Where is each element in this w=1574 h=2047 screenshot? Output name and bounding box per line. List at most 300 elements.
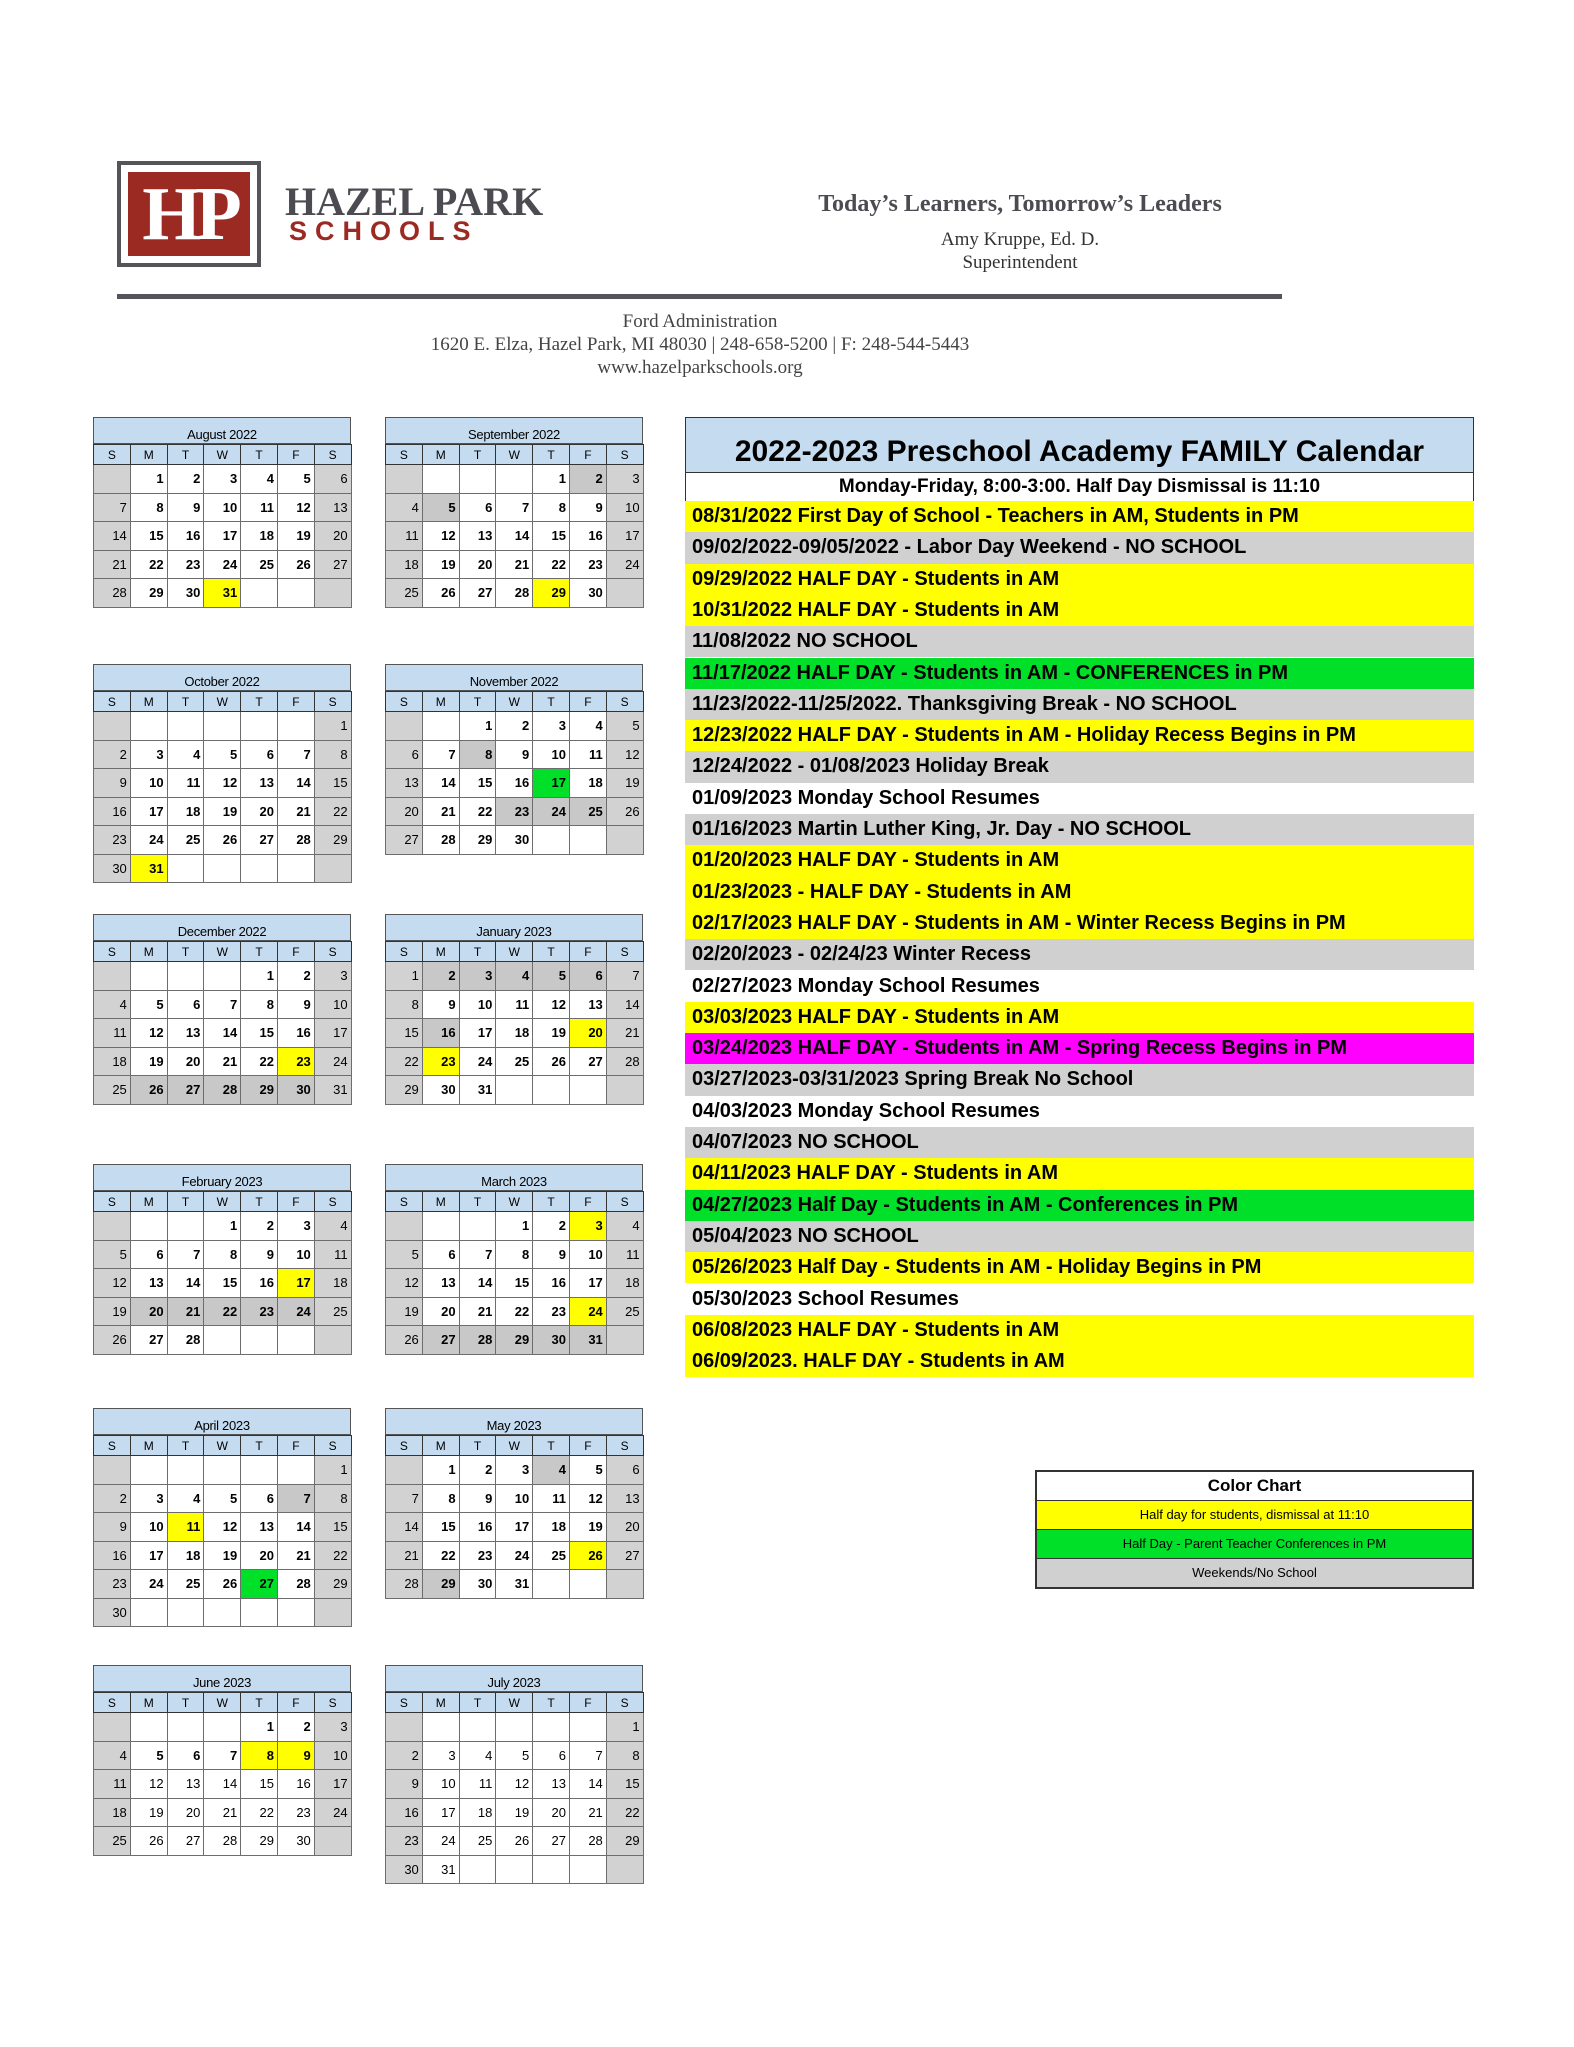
empty-cell [241,1598,278,1627]
month-calendar [385,417,643,608]
address-street: 1620 E. Elza, Hazel Park, MI 48030 | 248-658-5200 | F: 248-544-5443 [430,334,970,355]
weekday-header: M [130,1693,167,1713]
day-cell: 29 [386,1076,423,1105]
tagline: Today’s Learners, Tomorrow’s Leaders [818,191,1222,217]
weekday-header: S [314,692,351,712]
day-cell: 15 [459,769,496,798]
day-cell: 8 [386,990,423,1019]
day-cell: 3 [204,465,241,494]
weekday-header: T [167,1192,204,1212]
event-row: 04/03/2023 Monday School Resumes [685,1096,1474,1127]
day-cell: 27 [167,1076,204,1105]
weekday-header: F [277,445,314,465]
empty-cell [204,1326,241,1355]
day-cell: 12 [422,522,459,551]
empty-cell [167,1456,204,1485]
day-cell: 22 [241,1798,278,1827]
empty-cell [167,1212,204,1241]
day-cell: 31 [496,1570,533,1599]
day-cell: 12 [277,493,314,522]
day-cell: 18 [167,1541,204,1570]
day-cell: 5 [94,1240,131,1269]
empty-cell [167,1598,204,1627]
event-row: 06/09/2023. HALF DAY - Students in AM [685,1346,1474,1377]
day-cell: 8 [314,740,351,769]
event-row: 03/03/2023 HALF DAY - Students in AM [685,1002,1474,1033]
event-row: 02/27/2023 Monday School Resumes [685,971,1474,1002]
day-cell: 16 [277,1770,314,1799]
day-cell: 11 [94,1770,131,1799]
weekday-header: F [277,1192,314,1212]
month-grid [385,1191,644,1355]
weekday-header: T [459,942,496,962]
day-cell: 8 [533,493,570,522]
day-cell: 4 [241,465,278,494]
day-cell: 15 [422,1513,459,1542]
day-cell: 16 [167,522,204,551]
day-cell: 23 [459,1541,496,1570]
empty-cell [94,962,131,991]
weekday-header: T [167,692,204,712]
month-grid [385,444,644,608]
day-cell: 2 [241,1212,278,1241]
day-cell: 20 [314,522,351,551]
day-cell: 2 [422,962,459,991]
month-calendar [93,664,351,883]
day-cell: 5 [204,1484,241,1513]
weekday-header: S [314,1693,351,1713]
empty-cell [533,1570,570,1599]
day-cell: 26 [94,1326,131,1355]
day-cell: 1 [533,465,570,494]
month-title: January 2023 [385,914,643,941]
day-cell: 12 [533,990,570,1019]
empty-cell [459,1855,496,1884]
month-title: September 2022 [385,417,643,444]
header-divider [117,294,1282,299]
empty-cell [241,854,278,883]
day-cell: 18 [496,1019,533,1048]
day-cell: 5 [533,962,570,991]
empty-cell [277,854,314,883]
day-cell: 29 [241,1827,278,1856]
day-cell: 29 [314,1570,351,1599]
day-cell: 24 [533,797,570,826]
day-cell: 12 [130,1019,167,1048]
day-cell: 30 [496,826,533,855]
empty-cell [94,1212,131,1241]
day-cell: 4 [94,1741,131,1770]
day-cell: 13 [314,493,351,522]
day-cell: 28 [422,826,459,855]
day-cell: 26 [496,1827,533,1856]
weekday-header: T [533,1436,570,1456]
day-cell: 21 [569,1798,606,1827]
empty-cell [569,1855,606,1884]
day-cell: 4 [459,1741,496,1770]
day-cell: 19 [386,1297,423,1326]
day-cell: 5 [422,493,459,522]
day-cell: 27 [241,1570,278,1599]
empty-cell [204,962,241,991]
day-cell: 23 [94,826,131,855]
day-cell: 24 [130,826,167,855]
weekday-header: S [606,1192,643,1212]
day-cell: 23 [533,1297,570,1326]
day-cell: 17 [606,522,643,551]
empty-cell [204,1456,241,1485]
empty-cell [496,465,533,494]
day-cell: 7 [386,1484,423,1513]
day-cell: 1 [422,1456,459,1485]
day-cell: 5 [277,465,314,494]
day-cell: 14 [422,769,459,798]
day-cell: 13 [606,1484,643,1513]
day-cell: 17 [459,1019,496,1048]
day-cell: 5 [386,1240,423,1269]
weekday-header: T [167,445,204,465]
weekday-header: S [606,445,643,465]
event-row: 04/11/2023 HALF DAY - Students in AM [685,1158,1474,1189]
day-cell: 6 [533,1741,570,1770]
day-cell: 29 [459,826,496,855]
month-title: April 2023 [93,1408,351,1435]
event-row: 11/23/2022-11/25/2022. Thanksgiving Break - NO SCHOOL [685,689,1474,720]
day-cell: 3 [606,465,643,494]
empty-cell [533,1855,570,1884]
day-cell: 18 [94,1047,131,1076]
day-cell: 20 [241,797,278,826]
superintendent-name: Amy Kruppe, Ed. D. [940,229,1100,250]
day-cell: 27 [314,550,351,579]
day-cell: 19 [569,1513,606,1542]
day-cell: 10 [533,740,570,769]
day-cell: 5 [606,712,643,741]
day-cell: 31 [314,1076,351,1105]
weekday-header: F [569,942,606,962]
day-cell: 19 [533,1019,570,1048]
day-cell: 31 [422,1855,459,1884]
empty-cell [459,465,496,494]
day-cell: 21 [459,1297,496,1326]
day-cell: 6 [167,1741,204,1770]
empty-cell [277,712,314,741]
day-cell: 31 [130,854,167,883]
day-cell: 7 [422,740,459,769]
empty-cell [94,712,131,741]
day-cell: 1 [459,712,496,741]
month-calendar [385,1164,643,1355]
day-cell: 22 [314,1541,351,1570]
day-cell: 20 [459,550,496,579]
day-cell: 15 [314,769,351,798]
empty-cell [204,712,241,741]
day-cell: 6 [386,740,423,769]
day-cell: 2 [277,1713,314,1742]
day-cell: 25 [94,1827,131,1856]
weekday-header: T [533,942,570,962]
day-cell: 14 [204,1770,241,1799]
day-cell: 15 [533,522,570,551]
day-cell: 25 [94,1076,131,1105]
day-cell: 20 [386,797,423,826]
day-cell: 18 [533,1513,570,1542]
day-cell: 4 [606,1212,643,1241]
empty-cell [314,1827,351,1856]
day-cell: 13 [422,1269,459,1298]
day-cell: 2 [94,740,131,769]
weekday-header: M [130,1436,167,1456]
weekday-header: W [204,1192,241,1212]
day-cell: 18 [94,1798,131,1827]
weekday-header: T [167,1693,204,1713]
event-row: 11/17/2022 HALF DAY - Students in AM - CONFERENCES in PM [685,658,1474,689]
legend-half-day: Half day for students, dismissal at 11:10 [1037,1501,1472,1530]
day-cell: 28 [606,1047,643,1076]
day-cell: 17 [314,1770,351,1799]
day-cell: 1 [606,1713,643,1742]
superintendent-title: Superintendent [962,252,1078,273]
day-cell: 1 [314,712,351,741]
month-calendar [385,1408,643,1599]
day-cell: 24 [314,1798,351,1827]
day-cell: 15 [130,522,167,551]
day-cell: 17 [204,522,241,551]
day-cell: 8 [314,1484,351,1513]
empty-cell [314,1326,351,1355]
weekday-header: T [241,692,278,712]
empty-cell [167,1713,204,1742]
day-cell: 25 [496,1047,533,1076]
day-cell: 29 [533,579,570,608]
day-cell: 28 [204,1076,241,1105]
empty-cell [569,1076,606,1105]
day-cell: 10 [496,1484,533,1513]
day-cell: 17 [130,797,167,826]
month-title: March 2023 [385,1164,643,1191]
event-row: 01/16/2023 Martin Luther King, Jr. Day - NO SCHOOL [685,814,1474,845]
day-cell: 25 [459,1827,496,1856]
day-cell: 19 [496,1798,533,1827]
weekday-header: F [277,1693,314,1713]
day-cell: 14 [277,769,314,798]
month-grid [93,941,352,1105]
day-cell: 12 [204,769,241,798]
day-cell: 26 [422,579,459,608]
empty-cell [533,826,570,855]
weekday-header: F [277,1436,314,1456]
day-cell: 21 [204,1798,241,1827]
day-cell: 9 [94,1513,131,1542]
day-cell: 23 [277,1798,314,1827]
weekday-header: F [277,692,314,712]
day-cell: 9 [496,740,533,769]
legend-conference: Half Day - Parent Teacher Conferences in PM [1037,1530,1472,1559]
weekday-header: W [496,1192,533,1212]
day-cell: 11 [386,522,423,551]
weekday-header: S [386,1436,423,1456]
event-row: 12/23/2022 HALF DAY - Students in AM - Holiday Recess Begins in PM [685,720,1474,751]
day-cell: 6 [569,962,606,991]
day-cell: 19 [130,1798,167,1827]
day-cell: 9 [277,1741,314,1770]
day-cell: 3 [314,1713,351,1742]
day-cell: 26 [606,797,643,826]
weekday-header: W [496,692,533,712]
empty-cell [130,962,167,991]
empty-cell [167,854,204,883]
day-cell: 9 [277,990,314,1019]
day-cell: 14 [167,1269,204,1298]
empty-cell [386,1212,423,1241]
day-cell: 11 [459,1770,496,1799]
empty-cell [204,1598,241,1627]
day-cell: 8 [130,493,167,522]
day-cell: 16 [459,1513,496,1542]
day-cell: 22 [496,1297,533,1326]
weekday-header: S [386,942,423,962]
event-row: 05/04/2023 NO SCHOOL [685,1221,1474,1252]
day-cell: 7 [569,1741,606,1770]
day-cell: 13 [167,1019,204,1048]
weekday-header: W [204,692,241,712]
day-cell: 27 [130,1326,167,1355]
empty-cell [386,1713,423,1742]
empty-cell [606,826,643,855]
day-cell: 7 [459,1240,496,1269]
day-cell: 28 [459,1326,496,1355]
day-cell: 13 [533,1770,570,1799]
weekday-header: T [533,1693,570,1713]
day-cell: 26 [277,550,314,579]
month-calendar [93,1665,351,1856]
day-cell: 4 [94,990,131,1019]
month-calendar [385,1665,643,1884]
day-cell: 4 [314,1212,351,1241]
month-calendar [93,417,351,608]
calendar-title: 2022-2023 Preschool Academy FAMILY Calendar [685,417,1474,473]
day-cell: 24 [496,1541,533,1570]
weekday-header: T [241,1436,278,1456]
month-grid [93,1191,352,1355]
event-row: 02/20/2023 - 02/24/23 Winter Recess [685,939,1474,970]
day-cell: 1 [386,962,423,991]
month-title: October 2022 [93,664,351,691]
day-cell: 18 [386,550,423,579]
day-cell: 3 [533,712,570,741]
event-row: 03/27/2023-03/31/2023 Spring Break No School [685,1064,1474,1095]
empty-cell [422,465,459,494]
month-grid [385,1435,644,1599]
weekday-header: T [459,1436,496,1456]
day-cell: 7 [204,990,241,1019]
empty-cell [606,1326,643,1355]
weekday-header: T [459,1192,496,1212]
day-cell: 18 [569,769,606,798]
weekday-header: M [130,1192,167,1212]
empty-cell [459,1212,496,1241]
event-row: 04/27/2023 Half Day - Students in AM - Conferences in PM [685,1190,1474,1221]
month-grid [385,1692,644,1884]
empty-cell [606,1570,643,1599]
day-cell: 15 [241,1770,278,1799]
day-cell: 3 [314,962,351,991]
event-row: 10/31/2022 HALF DAY - Students in AM [685,595,1474,626]
day-cell: 30 [94,1598,131,1627]
weekday-header: M [130,445,167,465]
day-cell: 23 [386,1827,423,1856]
day-cell: 28 [167,1326,204,1355]
day-cell: 21 [496,550,533,579]
day-cell: 15 [241,1019,278,1048]
day-cell: 29 [422,1570,459,1599]
event-row: 09/02/2022-09/05/2022 - Labor Day Weekend - NO SCHOOL [685,532,1474,563]
day-cell: 6 [606,1456,643,1485]
day-cell: 13 [569,990,606,1019]
weekday-header: S [94,1436,131,1456]
day-cell: 16 [94,797,131,826]
empty-cell [569,1570,606,1599]
day-cell: 25 [167,1570,204,1599]
day-cell: 20 [422,1297,459,1326]
day-cell: 24 [569,1297,606,1326]
weekday-header: T [167,1436,204,1456]
day-cell: 16 [386,1798,423,1827]
empty-cell [606,579,643,608]
day-cell: 18 [241,522,278,551]
day-cell: 27 [386,826,423,855]
event-row: 04/07/2023 NO SCHOOL [685,1127,1474,1158]
day-cell: 30 [386,1855,423,1884]
day-cell: 15 [314,1513,351,1542]
day-cell: 18 [314,1269,351,1298]
day-cell: 30 [569,579,606,608]
empty-cell [314,579,351,608]
day-cell: 14 [204,1019,241,1048]
day-cell: 30 [277,1827,314,1856]
day-cell: 10 [314,1741,351,1770]
empty-cell [130,1713,167,1742]
day-cell: 19 [130,1047,167,1076]
day-cell: 2 [277,962,314,991]
day-cell: 9 [94,769,131,798]
day-cell: 20 [569,1019,606,1048]
day-cell: 22 [241,1047,278,1076]
day-cell: 27 [606,1541,643,1570]
day-cell: 16 [94,1541,131,1570]
day-cell: 6 [314,465,351,494]
day-cell: 15 [386,1019,423,1048]
empty-cell [94,1456,131,1485]
month-grid [93,691,352,883]
empty-cell [569,826,606,855]
day-cell: 9 [569,493,606,522]
month-grid [93,444,352,608]
day-cell: 24 [277,1297,314,1326]
day-cell: 19 [204,1541,241,1570]
weekday-header: M [130,692,167,712]
day-cell: 11 [167,769,204,798]
day-cell: 23 [241,1297,278,1326]
day-cell: 21 [277,797,314,826]
day-cell: 19 [606,769,643,798]
day-cell: 7 [204,1741,241,1770]
weekday-header: W [496,1436,533,1456]
weekday-header: F [569,692,606,712]
day-cell: 9 [167,493,204,522]
empty-cell [386,465,423,494]
day-cell: 8 [459,740,496,769]
